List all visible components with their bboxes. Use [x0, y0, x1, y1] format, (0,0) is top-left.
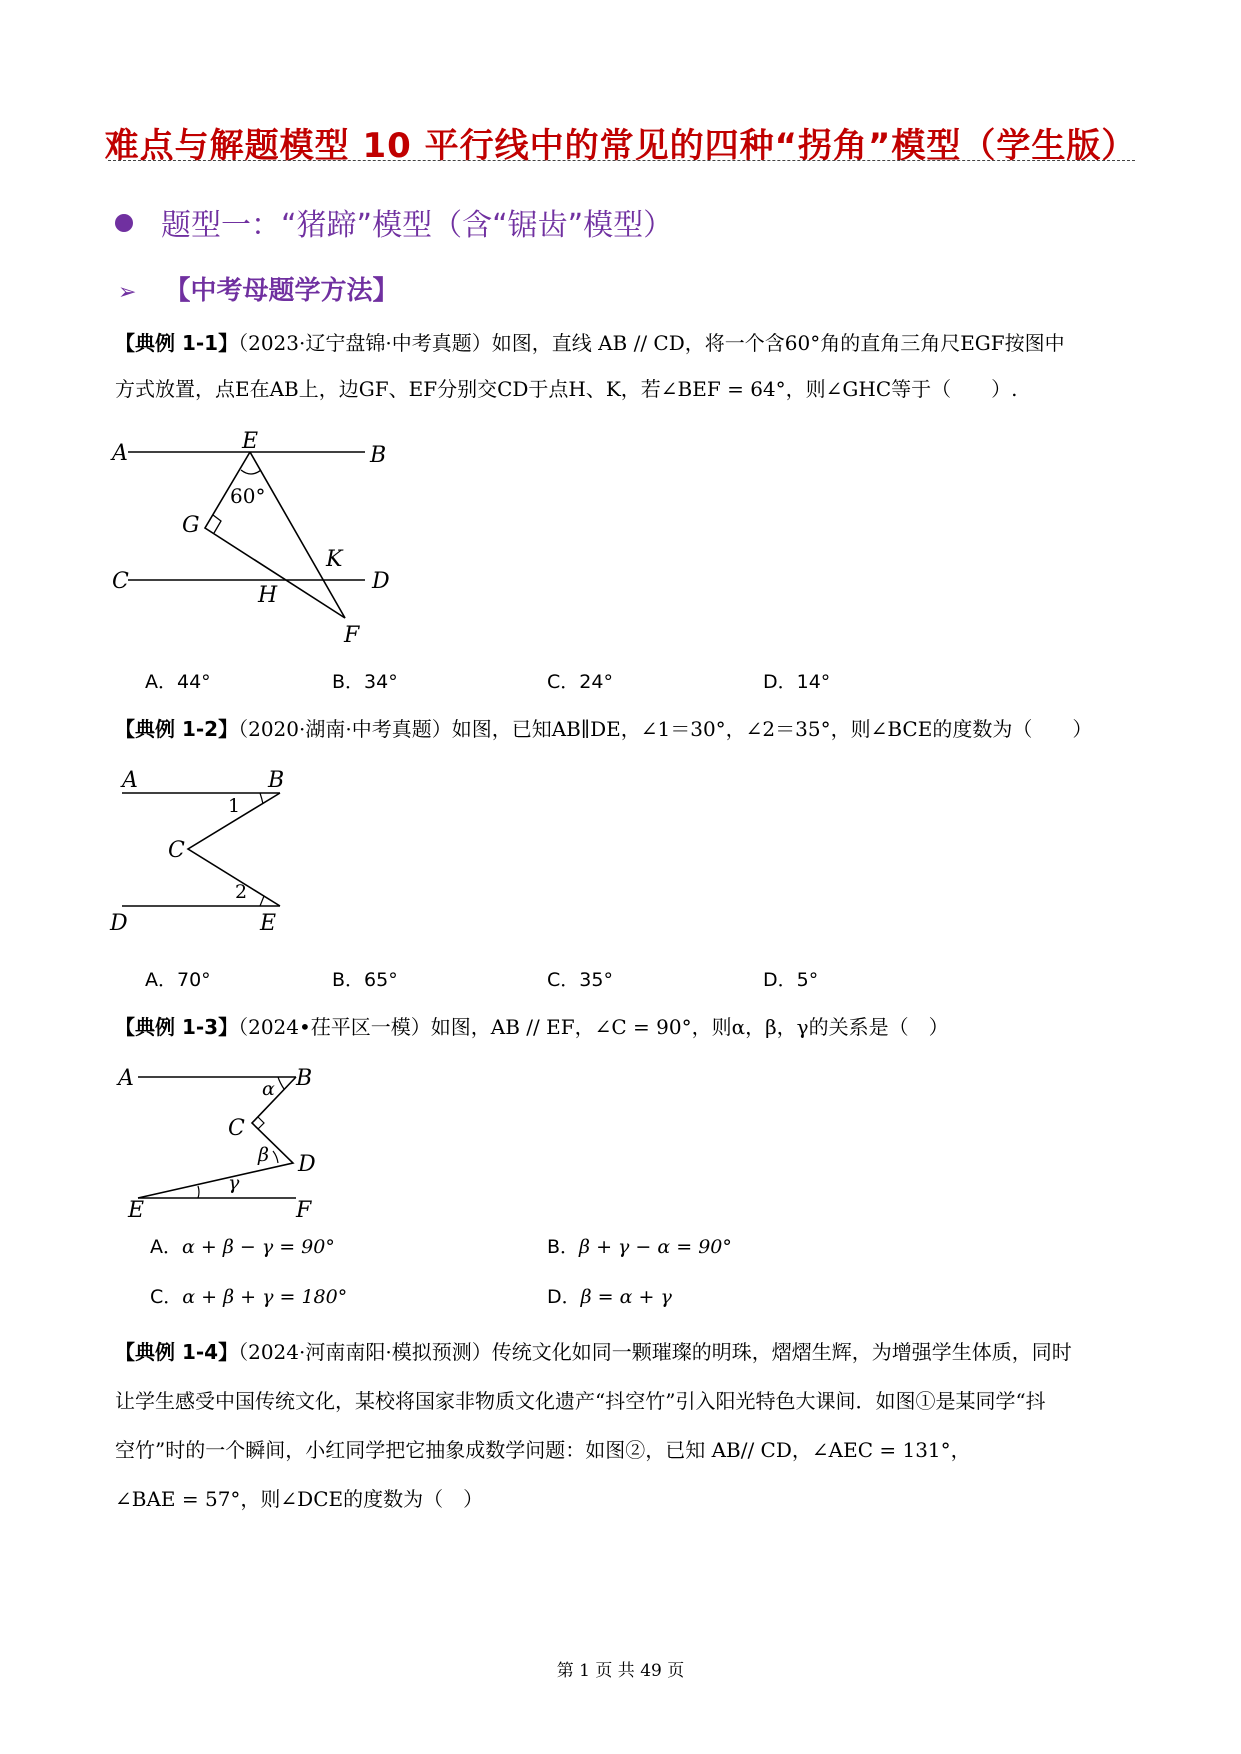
beta-label: β — [258, 1144, 269, 1166]
angle-2-label: 2 — [235, 881, 248, 903]
label-C: C — [112, 569, 129, 594]
option-d: D．5° — [763, 969, 819, 991]
angle-1-label: 1 — [228, 795, 241, 817]
subsection-heading-text: 【中考母题学方法】 — [164, 276, 399, 306]
option-formula: β = α + γ — [580, 1286, 672, 1308]
gamma-label: γ — [228, 1172, 240, 1194]
example-line: （2024•茌平区一模）如图，AB // EF，∠C = 90°，则α，β，γ的关系是（ ） — [238, 1015, 949, 1039]
label-D: D — [110, 911, 128, 936]
label-C: C — [168, 838, 185, 863]
page-footer: 第 1 页 共 49 页 — [556, 1661, 685, 1681]
label-E: E — [260, 911, 277, 936]
option-c — [150, 1282, 347, 1309]
example-line: （2023·辽宁盘锦·中考真题）如图，直线 AB // CD，将一个含60°角的直角三角尺EGF按图中 — [238, 331, 1065, 355]
label-A: A — [118, 1066, 134, 1091]
option-formula: α + β − γ = 90° — [182, 1236, 335, 1258]
figure-1-3 — [100, 1055, 330, 1220]
example-line: （2020·湖南·中考真题）如图，已知AB∥DE，∠1＝30°，∠2＝35°，则∠BCE的度数为（ ） — [238, 717, 1093, 741]
label-A: A — [122, 768, 138, 793]
label-F: F — [296, 1198, 312, 1220]
option-letter: C． — [150, 1286, 183, 1308]
subsection-heading — [118, 270, 398, 307]
example-1-1-text — [115, 320, 1135, 412]
option-b: B．65° — [332, 969, 398, 991]
option-letter: D． — [547, 1286, 581, 1308]
label-H: H — [258, 583, 278, 608]
label-D: D — [298, 1152, 316, 1177]
label-A: A — [112, 441, 128, 466]
option-d — [547, 1282, 672, 1309]
arrow-bullet-icon: ➢ — [118, 280, 137, 305]
section-heading-text: 题型一：“猪蹄”模型（含“锯齿”模型） — [161, 208, 674, 243]
option-letter: A． — [150, 1236, 182, 1258]
example-line: 方式放置，点E在AB上，边GF、EF分别交CD于点H、K，若∠BEF = 64°，则∠GHC等于（ ）. — [115, 377, 1018, 401]
option-a: A．70° — [145, 969, 211, 991]
option-formula: β + γ − α = 90° — [579, 1236, 732, 1258]
label-F: F — [344, 623, 360, 648]
example-tag: 【典例 1-1】 — [115, 331, 239, 355]
option-letter: B． — [547, 1236, 580, 1258]
example-1-2-text — [115, 706, 1135, 752]
label-E: E — [242, 429, 259, 454]
figure-1-2 — [100, 765, 300, 940]
option-d: D．14° — [763, 671, 831, 693]
label-G: G — [182, 513, 200, 538]
option-formula: α + β + γ = 180° — [182, 1286, 348, 1308]
option-b: B．34° — [332, 671, 398, 693]
option-a: A．44° — [145, 671, 211, 693]
label-C: C — [228, 1116, 245, 1141]
example-tag: 【典例 1-4】 — [115, 1340, 239, 1364]
label-D: D — [372, 569, 390, 594]
example-line: （2024·河南南阳·模拟预测）传统文化如同一颗璀璨的明珠，熠熠生辉，为增强学生体质，同时 — [238, 1340, 1072, 1364]
label-K: K — [326, 547, 343, 572]
figure-1-1 — [100, 420, 420, 650]
label-B: B — [296, 1066, 313, 1091]
label-B: B — [370, 443, 387, 468]
label-E: E — [128, 1198, 145, 1220]
option-c: C．35° — [547, 969, 613, 991]
alpha-label: α — [262, 1078, 275, 1100]
example-1-3-text — [115, 1004, 1135, 1050]
option-a — [150, 1232, 335, 1259]
example-line: ∠BAE = 57°，则∠DCE的度数为（ ） — [115, 1487, 484, 1511]
example-tag: 【典例 1-2】 — [115, 717, 239, 741]
example-tag: 【典例 1-3】 — [115, 1015, 239, 1039]
title-divider — [108, 160, 1135, 161]
example-line: 空竹”时的一个瞬间，小红同学把它抽象成数学问题：如图②，已知 AB// CD，∠AEC = 131°， — [115, 1438, 971, 1462]
document-title: 难点与解题模型 10 平行线中的常见的四种“拐角”模型（学生版） — [104, 126, 1137, 166]
option-c: C．24° — [547, 671, 613, 693]
example-1-4-text — [115, 1328, 1135, 1524]
bullet-dot-icon — [115, 214, 133, 232]
label-B: B — [268, 768, 285, 793]
example-line: 让学生感受中国传统文化，某校将国家非物质文化遗产“抖空竹”引入阳光特色大课间．如图①是某同学“抖 — [115, 1389, 1046, 1413]
option-b — [547, 1232, 732, 1259]
angle-label: 60° — [230, 484, 266, 508]
section-heading — [115, 200, 673, 244]
